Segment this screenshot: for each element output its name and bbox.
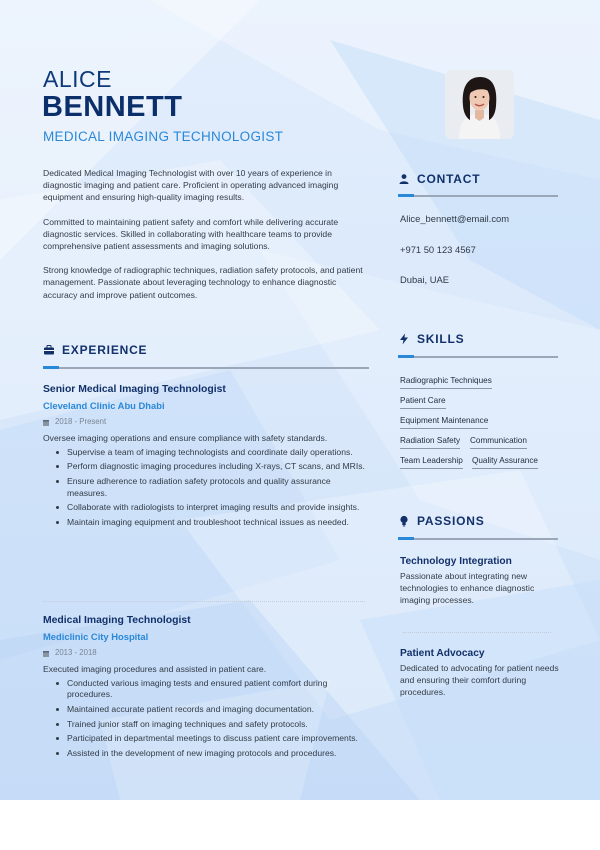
passion-item bbox=[400, 648, 560, 698]
contact-location: Dubai, UAE bbox=[400, 274, 449, 285]
passion-title: Technology Integration bbox=[400, 556, 512, 567]
skill-tag: Team Leadership bbox=[400, 456, 463, 469]
bolt-icon bbox=[398, 333, 410, 345]
job-entry bbox=[43, 615, 368, 763]
skill-tag: Equipment Maintenance bbox=[400, 416, 488, 429]
skill-tag: Communication bbox=[470, 436, 527, 449]
experience-divider bbox=[43, 367, 369, 369]
contact-phone[interactable]: +971 50 123 4567 bbox=[400, 244, 476, 255]
skill-tag: Radiation Safety bbox=[400, 436, 460, 449]
contact-heading: CONTACT bbox=[398, 172, 480, 186]
profile-photo bbox=[445, 70, 514, 139]
passion-description: Dedicated to advocating for patient needs and ensuring their comfort during procedures. bbox=[400, 663, 559, 697]
skill-tag: Quality Assurance bbox=[472, 456, 538, 469]
passion-description: Passionate about integrating new technologies to enhance diagnostic imaging processes. bbox=[400, 571, 535, 605]
passion-separator bbox=[403, 632, 551, 633]
contact-divider bbox=[398, 195, 558, 197]
job-separator bbox=[43, 601, 365, 602]
passions-heading: PASSIONS bbox=[398, 514, 485, 528]
briefcase-icon bbox=[43, 344, 55, 356]
skill-tag: Patient Care bbox=[400, 396, 446, 409]
person-icon bbox=[398, 173, 410, 185]
job-role: Senior Medical Imaging Technologist bbox=[43, 384, 226, 395]
list-item: Maintain imaging equipment and troubleshoot technical issues as needed. bbox=[56, 517, 368, 528]
calendar-icon bbox=[43, 419, 49, 425]
job-description: Oversee imaging operations and ensure compliance with safety standards. bbox=[43, 433, 328, 443]
calendar-icon bbox=[43, 650, 49, 656]
list-item: Participated in departmental meetings to discuss patient care improvements. bbox=[56, 733, 368, 744]
job-description: Executed imaging procedures and assisted in patient care. bbox=[43, 664, 267, 674]
job-bullets bbox=[56, 678, 368, 760]
last-name: BENNETT bbox=[42, 91, 183, 123]
passion-title: Patient Advocacy bbox=[400, 648, 485, 659]
passions-divider bbox=[398, 538, 558, 540]
list-item: Conducted various imaging tests and ensured patient comfort during procedures. bbox=[56, 678, 368, 701]
summary-paragraph: Strong knowledge of radiographic techniques, radiation safety protocols, and patient management. Passionate about leveraging technology to enhance diagnostic accuracy and improve patient outcomes. bbox=[43, 265, 363, 300]
job-dates: 2018 - Present bbox=[43, 417, 368, 426]
list-item: Collaborate with radiologists to interpret imaging results and provide insights. bbox=[56, 502, 368, 513]
skill-tag: Radiographic Techniques bbox=[400, 376, 492, 389]
job-dates: 2013 - 2018 bbox=[43, 648, 368, 657]
job-entry bbox=[43, 384, 368, 532]
summary bbox=[43, 167, 368, 313]
list-item: Maintained accurate patient records and imaging documentation. bbox=[56, 704, 368, 715]
lightbulb-icon bbox=[398, 515, 410, 527]
list-item: Trained junior staff on imaging techniques and safety protocols. bbox=[56, 719, 368, 730]
job-title: MEDICAL IMAGING TECHNOLOGIST bbox=[43, 129, 284, 144]
contact-email[interactable]: Alice_bennett@email.com bbox=[400, 213, 510, 224]
list-item: Assisted in the development of new imaging protocols and procedures. bbox=[56, 748, 368, 759]
list-item: Supervise a team of imaging technologists and coordinate daily operations. bbox=[56, 447, 368, 458]
skills-divider bbox=[398, 356, 558, 358]
summary-paragraph: Dedicated Medical Imaging Technologist with over 10 years of experience in diagnostic imaging and patient care. Proficient in operating advanced imaging equipment and ensuring high-quality imaging results. bbox=[43, 168, 339, 203]
experience-heading: EXPERIENCE bbox=[43, 343, 147, 357]
passion-item bbox=[400, 556, 560, 606]
skills-heading: SKILLS bbox=[398, 332, 464, 346]
first-name: ALICE bbox=[43, 66, 112, 92]
job-bullets bbox=[56, 447, 368, 529]
job-company: Cleveland Clinic Abu Dhabi bbox=[43, 400, 165, 411]
summary-paragraph: Committed to maintaining patient safety and comfort while delivering accurate diagnostic services. Skilled in collaborating with healthcare teams to provide comprehensive patient assessments and imaging solutions. bbox=[43, 216, 339, 252]
job-company: Mediclinic City Hospital bbox=[43, 631, 149, 642]
list-item: Perform diagnostic imaging procedures including X-rays, CT scans, and MRIs. bbox=[56, 461, 368, 472]
job-role: Medical Imaging Technologist bbox=[43, 615, 191, 626]
list-item: Ensure adherence to radiation safety protocols and quality assurance measures. bbox=[56, 476, 368, 499]
